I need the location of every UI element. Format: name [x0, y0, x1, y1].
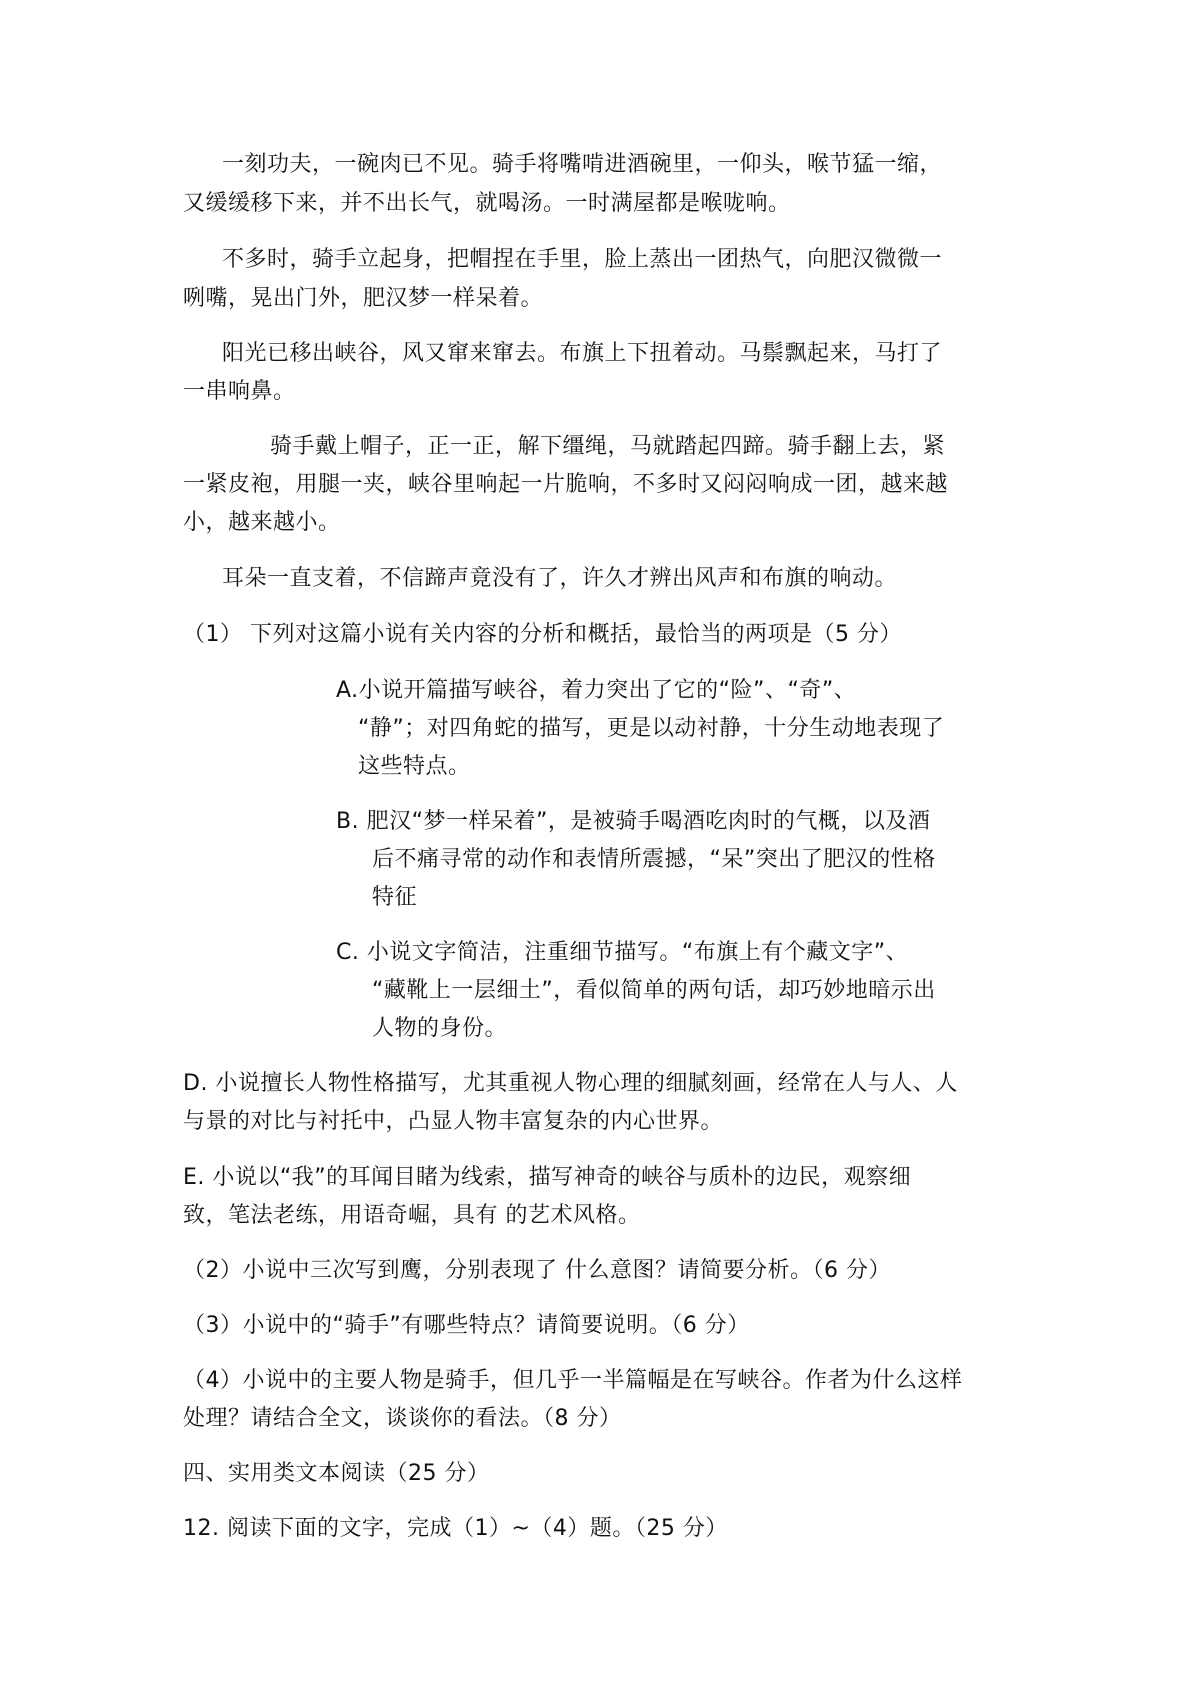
option-b-line: 后不痛寻常的动作和表情所震撼，“呆”突出了肥汉的性格 [372, 847, 936, 872]
question-12: 12. 阅读下面的文字，完成（1）~（4）题。（25 分） [183, 1516, 728, 1541]
paragraph-line: 一紧皮袍，用腿一夹，峡谷里响起一片脆响，不多时又闷闷响成一团，越来越 [183, 472, 949, 497]
option-c-line: “藏靴上一层细土”，看似简单的两句话，却巧妙地暗示出 [372, 978, 936, 1003]
question-4-line: （4）小说中的主要人物是骑手，但几乎一半篇幅是在写峡谷。作者为什么这样 [183, 1368, 963, 1393]
paragraph-line: 不多时，骑手立起身，把帽捏在手里，脸上蒸出一团热气，向肥汉微微一 [222, 247, 943, 272]
paragraph-line: 咧嘴，晃出门外，肥汉梦一样呆着。 [183, 286, 544, 311]
question-4-line: 处理？请结合全文，谈谈你的看法。（8 分） [183, 1406, 622, 1431]
paragraph-line: 一刻功夫，一碗肉已不见。骑手将嘴啃进酒碗里，一仰头，喉节猛一缩， [222, 152, 943, 177]
question-3: （3）小说中的“骑手”有哪些特点？请简要说明。（6 分） [183, 1313, 750, 1338]
option-d-line: 与景的对比与衬托中，凸显人物丰富复杂的内心世界。 [183, 1109, 724, 1134]
option-e-line: 致，笔法老练，用语奇崛，具有 的艺术风格。 [183, 1203, 641, 1228]
paragraph-line: 一串响鼻。 [183, 379, 296, 404]
paragraph-line: 又缓缓移下来，并不出长气，就喝汤。一时满屋都是喉咙响。 [183, 191, 791, 216]
option-d-line: D. 小说擅长人物性格描写，尤其重视人物心理的细腻刻画，经常在人与人、人 [183, 1071, 958, 1096]
option-c-line: C. 小说文字简洁，注重细节描写。“布旗上有个藏文字”、 [336, 940, 909, 965]
option-c-line: 人物的身份。 [372, 1016, 508, 1041]
paragraph-line: 耳朵一直支着，不信蹄声竟没有了，许久才辨出风声和布旗的响动。 [222, 566, 898, 591]
option-a-line: “静”；对四角蛇的描写，更是以动衬静，十分生动地表现了 [358, 716, 945, 741]
section-heading: 四、实用类文本阅读（25 分） [183, 1461, 490, 1486]
paragraph-line: 阳光已移出峡谷，风又窜来窜去。布旗上下扭着动。马鬃飘起来，马打了 [222, 341, 943, 366]
option-b-line: 特征 [372, 885, 418, 910]
question-2: （2）小说中三次写到鹰，分别表现了 什么意图？请简要分析。（6 分） [183, 1258, 891, 1283]
paragraph-line: 骑手戴上帽子，正一正，解下缰绳，马就踏起四蹄。骑手翻上去，紧 [270, 434, 946, 459]
option-a-line: 这些特点。 [358, 754, 471, 779]
option-a-line: A.小说开篇描写峡谷，着力突出了它的“险”、“奇”、 [336, 678, 857, 703]
paragraph-line: 小，越来越小。 [183, 510, 341, 535]
option-b-line: B. 肥汉“梦一样呆着”，是被骑手喝酒吃肉时的气概，以及酒 [336, 809, 931, 834]
option-e-line: E. 小说以“我”的耳闻目睹为线索，描写神奇的峡谷与质朴的边民，观察细 [183, 1165, 912, 1190]
question-1: （1） 下列对这篇小说有关内容的分析和概括，最恰当的两项是（5 分） [183, 622, 902, 647]
